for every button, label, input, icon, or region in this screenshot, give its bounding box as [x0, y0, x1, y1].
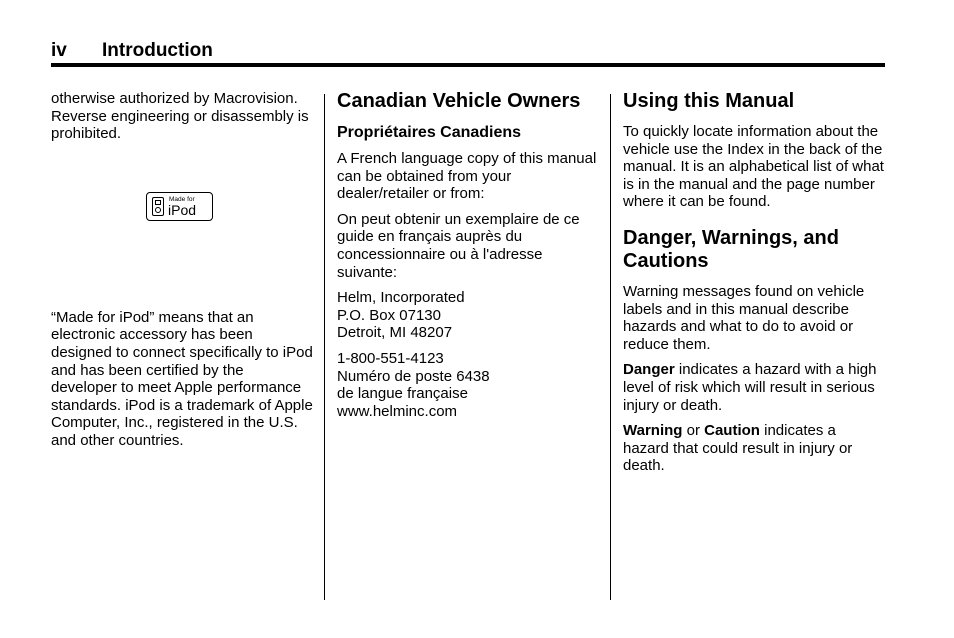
or-text: or — [682, 422, 705, 440]
danger-text: indicates a hazard with a high level of risk which will result in serious injury or death. — [623, 361, 877, 414]
caution-term: Caution — [704, 422, 760, 440]
french-paragraph: On peut obtenir un exemplaire de ce guide en français auprès du concessionnaire ou à l'adresse suivante: — [337, 210, 580, 281]
column-2 — [337, 90, 599, 428]
macrovision-paragraph: otherwise authorized by Macrovision. Reverse engineering or disassembly is prohibited. — [51, 90, 309, 143]
language-line: de langue française — [337, 385, 468, 403]
phone-number: 1-800-551-4123 — [337, 349, 444, 367]
warning-text: indicates a hazard that could result in injury or death. — [623, 422, 853, 475]
address-block — [337, 289, 599, 342]
danger-warnings-heading: Danger, Warnings, and Cautions — [623, 226, 839, 272]
address-line: P.O. Box 07130 — [337, 306, 441, 324]
ipod-icon — [152, 197, 164, 216]
column-divider — [324, 94, 325, 600]
extension-line: Numéro de poste 6438 — [337, 367, 490, 385]
column-3 — [623, 90, 885, 483]
page-header — [51, 40, 885, 62]
danger-term: Danger — [623, 361, 675, 379]
warning-term: Warning — [623, 422, 683, 440]
french-copy-paragraph: A French language copy of this manual can be obtained from your dealer/retailer or from: — [337, 150, 597, 203]
danger-paragraph — [623, 361, 885, 414]
address-line: Helm, Incorporated — [337, 289, 465, 307]
logo-small-text: Made for — [169, 196, 195, 203]
website-link[interactable]: www.helminc.com — [337, 402, 458, 420]
ipod-paragraph: “Made for iPod” means that an electronic accessory has been designed to connect specifically to iPod and has been certified by the developer to meet Apple performance standards. iPod is a trademark of Apple Computer, Inc., registered in the U.S. and other countries. — [51, 308, 313, 449]
column-divider — [610, 94, 611, 600]
warning-caution-paragraph — [623, 422, 885, 475]
header-divider — [51, 63, 885, 67]
logo-big-text: iPod — [168, 202, 197, 218]
warning-messages-paragraph: Warning messages found on vehicle labels and in this manual describe hazards and what to do to avoid or reduce them. — [623, 282, 865, 353]
canadian-owners-heading: Canadian Vehicle Owners — [337, 90, 581, 112]
proprietaires-subheading: Propriétaires Canadiens — [337, 124, 522, 141]
contact-block — [337, 350, 599, 420]
address-line: Detroit, MI 48207 — [337, 324, 453, 342]
page-number: iv — [51, 40, 67, 61]
made-for-ipod-logo — [146, 192, 213, 221]
badge-spacer — [51, 151, 313, 309]
column-1 — [51, 90, 313, 458]
using-manual-heading: Using this Manual — [623, 90, 795, 112]
section-title: Introduction — [102, 40, 213, 61]
using-manual-paragraph: To quickly locate information about the vehicle use the Index in the back of the manual. It is an alphabetical list of what is in the manual and the page number where it can be found. — [623, 123, 884, 211]
